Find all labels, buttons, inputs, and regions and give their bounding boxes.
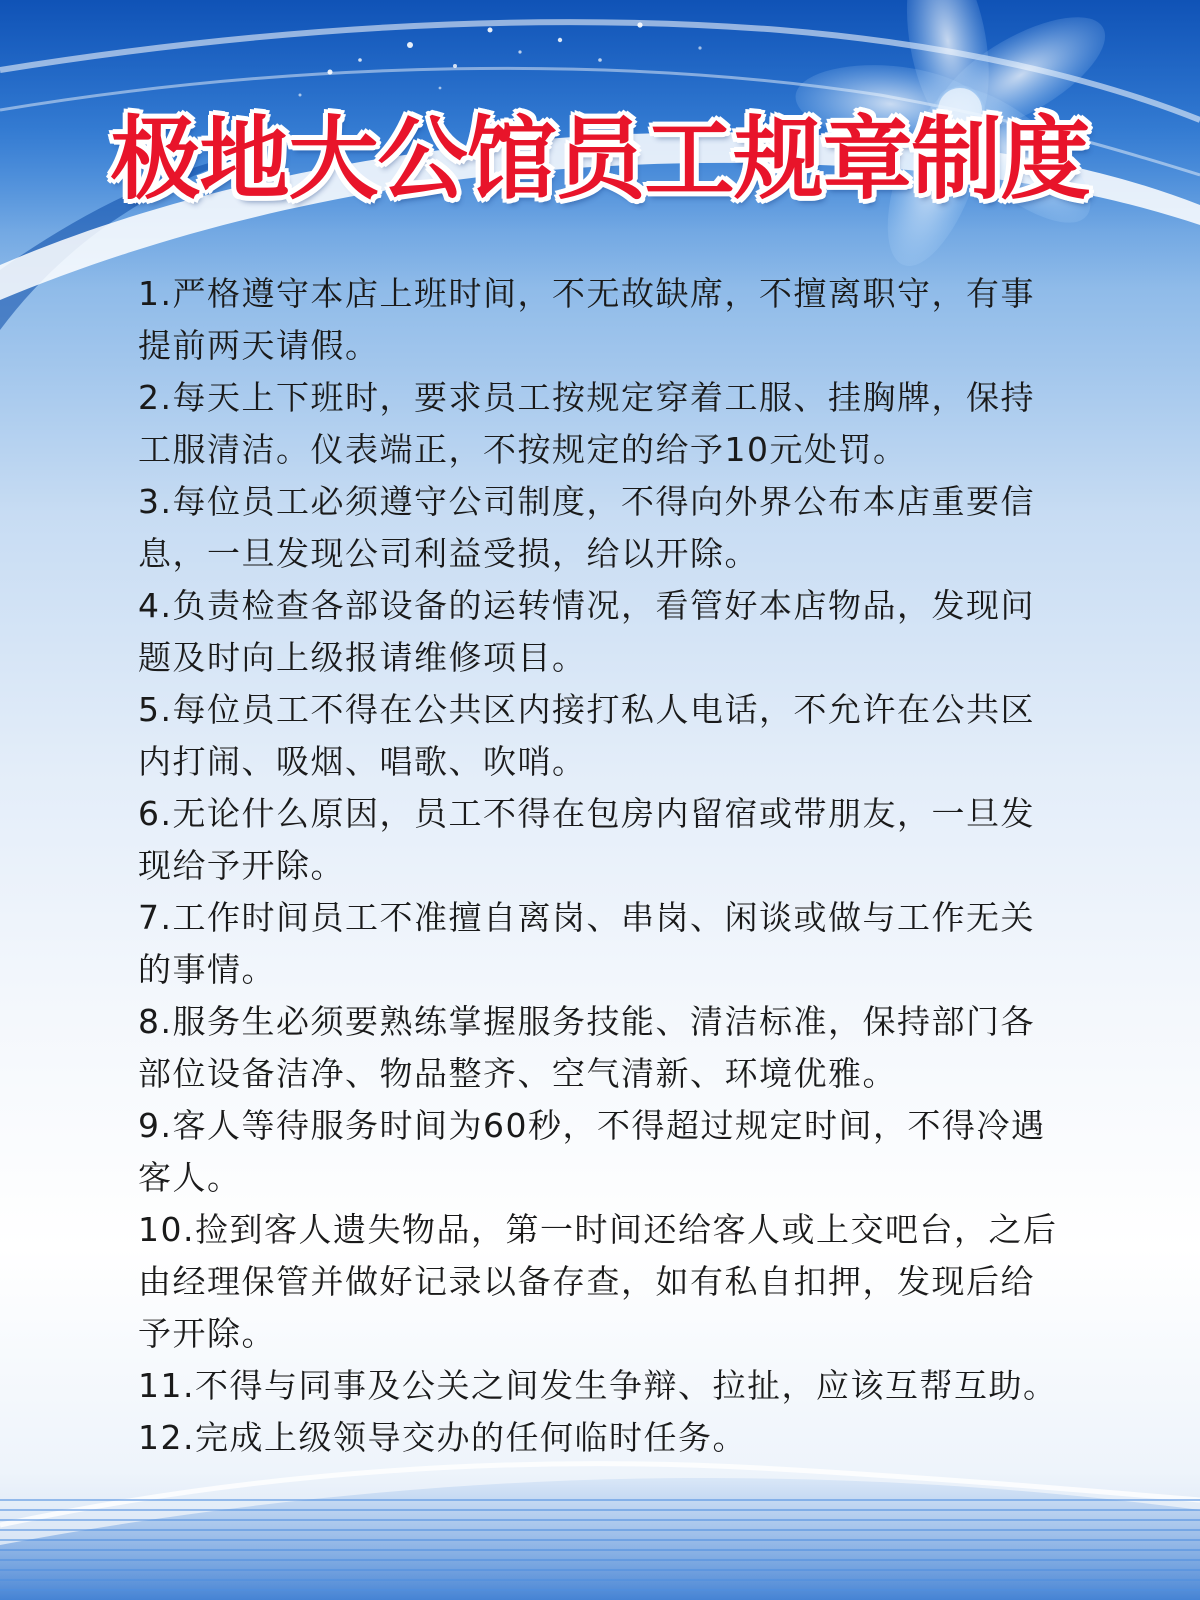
rule-item: 2.每天上下班时，要求员工按规定穿着工服、挂胸牌，保持工服清洁。仪表端正，不按规定的给予10元处罚。: [138, 378, 1035, 469]
rule-item: 11.不得与同事及公关之间发生争辩、拉扯，应该互帮互助。: [138, 1366, 1058, 1405]
bottom-stripes: [0, 1488, 1200, 1600]
rule-item: 12.完成上级领导交办的任何临时任务。: [138, 1418, 747, 1457]
rule-item: 9.客人等待服务时间为60秒，不得超过规定时间，不得冷遇客人。: [138, 1106, 1046, 1197]
rule-item: 10.捡到客人遗失物品，第一时间还给客人或上交吧台，之后由经理保管并做好记录以备存查，如有私自扣押，发现后给予开除。: [138, 1210, 1058, 1353]
rules-list: [138, 268, 1068, 1464]
rule-item: 3.每位员工必须遵守公司制度，不得向外界公布本店重要信息，一旦发现公司利益受损，给以开除。: [138, 482, 1035, 573]
rule-item: 1.严格遵守本店上班时间，不无故缺席，不擅离职守，有事提前两天请假。: [138, 274, 1035, 365]
rule-item: 6.无论什么原因，员工不得在包房内留宿或带朋友，一旦发现给予开除。: [138, 794, 1035, 885]
rule-item: 8.服务生必须要熟练掌握服务技能、清洁标准，保持部门各部位设备洁净、物品整齐、空气清新、环境优雅。: [138, 1002, 1035, 1093]
poster-title: 极地大公馆员工规章制度: [110, 107, 1090, 212]
rule-item: 4.负责检查各部设备的运转情况，看管好本店物品，发现问题及时向上级报请维修项目。: [138, 586, 1035, 677]
rule-item: 5.每位员工不得在公共区内接打私人电话，不允许在公共区内打闹、吸烟、唱歌、吹哨。: [138, 690, 1035, 781]
rule-item: 7.工作时间员工不准擅自离岗、串岗、闲谈或做与工作无关的事情。: [138, 898, 1035, 989]
